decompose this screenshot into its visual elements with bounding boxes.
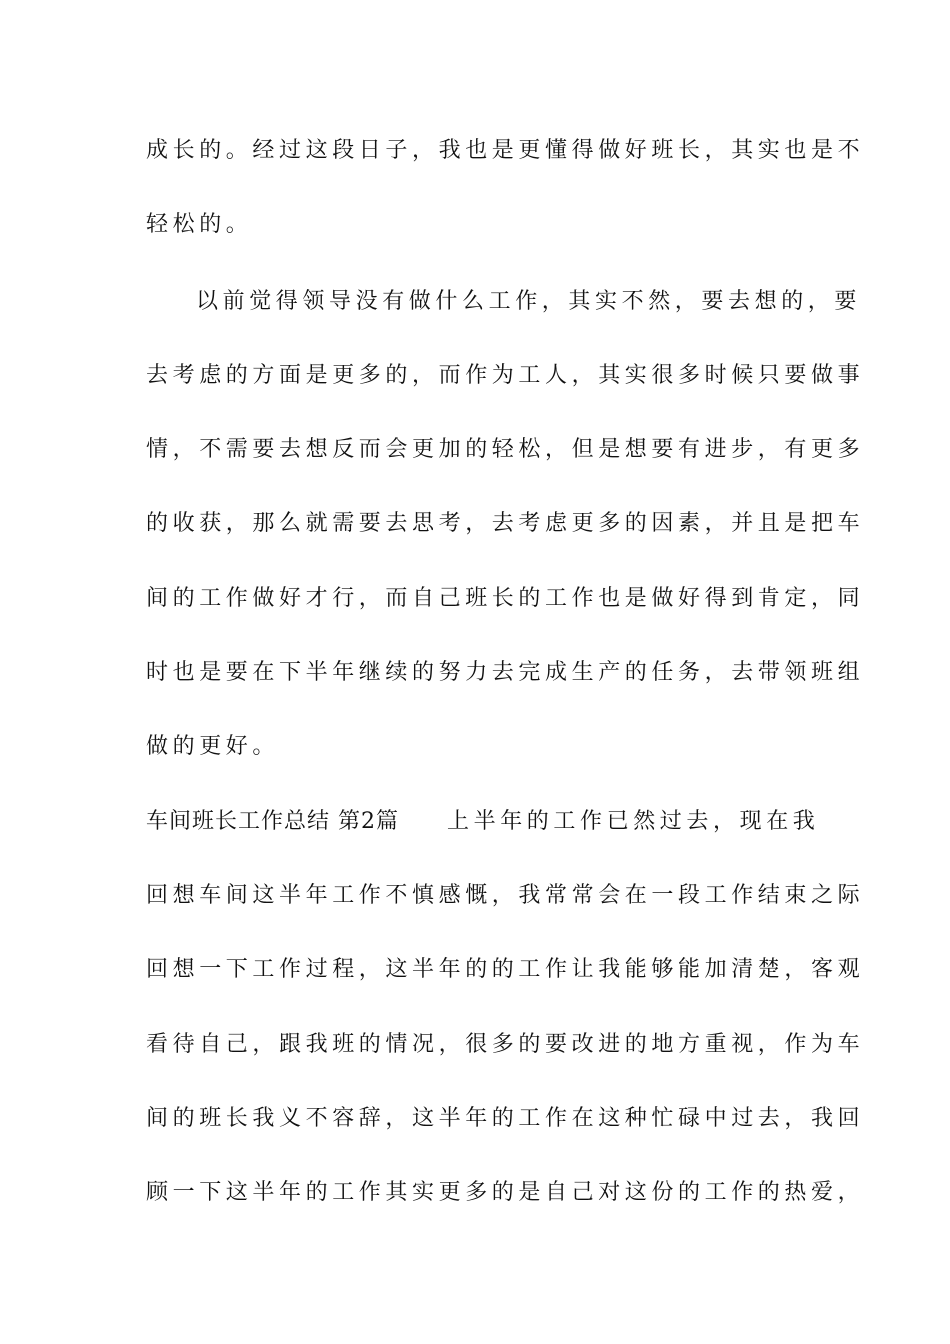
paragraph-line: 回想车间这半年工作不慎感慨，我常常会在一段工作结束之际 [146, 883, 865, 908]
paragraph-line: 以前觉得领导没有做什么工作，其实不然，要去想的，要 [196, 289, 862, 314]
paragraph-line: 上半年的工作已然过去，现在我 [447, 809, 820, 834]
paragraph-line: 去考虑的方面是更多的，而作为工人，其实很多时候只要做事 [146, 363, 865, 388]
paragraph-line: 做的更好。 [146, 734, 280, 759]
paragraph-line: 间的班长我义不容辞，这半年的工作在这种忙碌中过去，我回 [146, 1106, 865, 1131]
paragraph-line: 时也是要在下半年继续的努力去完成生产的任务，去带领班组 [146, 660, 865, 685]
paragraph-line: 成长的。经过这段日子，我也是更懂得做好班长，其实也是不 [146, 138, 865, 163]
paragraph-line: 的收获，那么就需要去思考，去考虑更多的因素，并且是把车 [146, 511, 865, 536]
paragraph-line: 轻松的。 [146, 212, 253, 237]
paragraph-line: 看待自己，跟我班的情况，很多的要改进的地方重视，作为车 [146, 1032, 865, 1057]
paragraph-line: 间的工作做好才行，而自己班长的工作也是做好得到肯定，同 [146, 586, 865, 611]
section-heading-line [146, 807, 820, 837]
section-title: 车间班长工作总结 第2篇 [146, 809, 399, 834]
paragraph-line: 情，不需要去想反而会更加的轻松，但是想要有进步，有更多 [146, 437, 865, 462]
paragraph-line: 回想一下工作过程，这半年的的工作让我能够能加清楚，客观 [146, 957, 865, 982]
paragraph-line: 顾一下这半年的工作其实更多的是自己对这份的工作的热爱， [146, 1180, 865, 1205]
